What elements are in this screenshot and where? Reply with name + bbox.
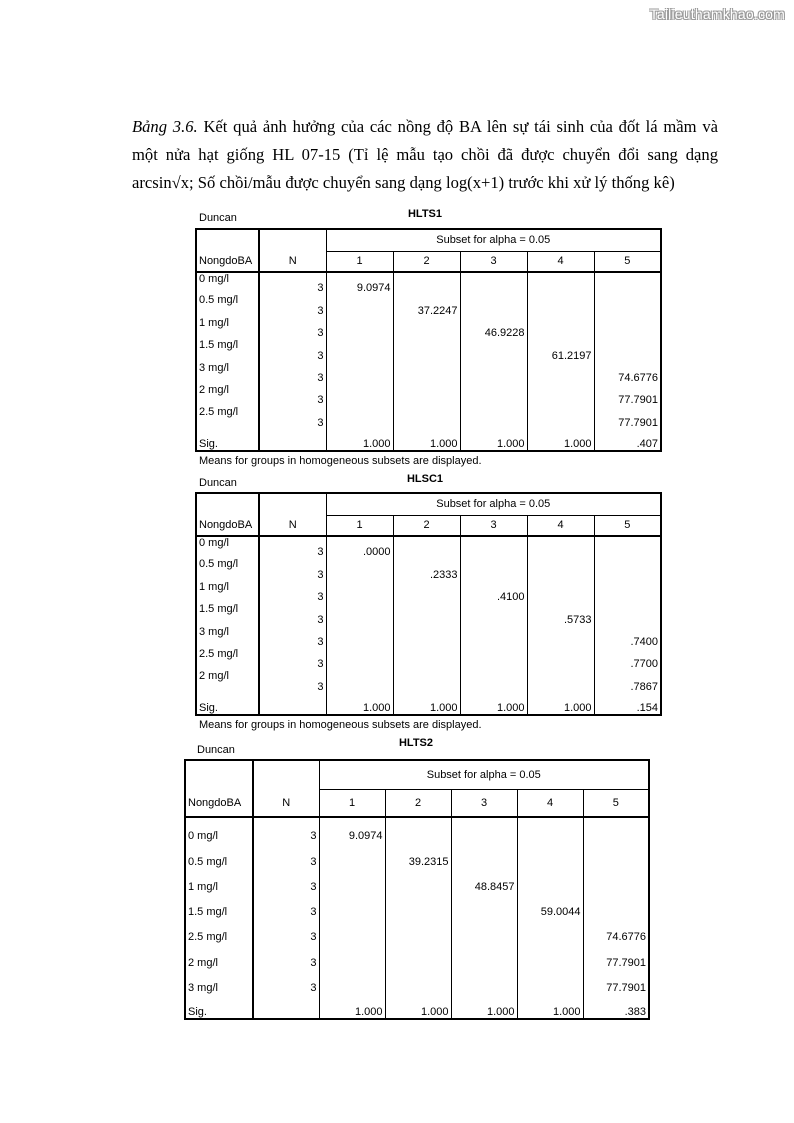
- method-label: Duncan: [197, 744, 235, 756]
- row-value: [517, 969, 583, 994]
- row-value: [460, 406, 527, 428]
- row-value: [385, 868, 451, 893]
- row-label: Sig.: [196, 429, 259, 451]
- row-value: [451, 817, 517, 842]
- row-n: 3: [253, 969, 319, 994]
- row-value: [451, 893, 517, 918]
- method-label: Duncan: [199, 212, 237, 224]
- row-n: 3: [259, 536, 326, 558]
- header-empty: [185, 760, 253, 789]
- row-value: [326, 603, 393, 625]
- row-n: [253, 994, 319, 1019]
- row-value: [393, 339, 460, 361]
- row-value: [594, 581, 661, 603]
- column-header-subset: 1: [326, 251, 393, 272]
- sig-row: [185, 994, 649, 1019]
- row-value: [451, 969, 517, 994]
- row-n: 3: [259, 294, 326, 316]
- row-value: .5733: [527, 603, 594, 625]
- row-value: [594, 317, 661, 339]
- row-value: [527, 272, 594, 294]
- row-value: [460, 536, 527, 558]
- row-label: 1.5 mg/l: [185, 893, 253, 918]
- duncan-table: [184, 759, 650, 1020]
- row-value: 1.000: [326, 429, 393, 451]
- method-label: Duncan: [199, 477, 237, 489]
- header-empty: [259, 229, 326, 251]
- row-value: [460, 603, 527, 625]
- row-value: [451, 943, 517, 968]
- row-n: 3: [259, 603, 326, 625]
- row-value: .407: [636, 438, 659, 451]
- row-value: [319, 893, 385, 918]
- row-label: 3 mg/l: [185, 969, 253, 994]
- row-value: .4100: [460, 581, 527, 603]
- row-value: [527, 670, 594, 692]
- column-header-n: N: [259, 251, 326, 272]
- row-n: 3: [259, 384, 326, 406]
- row-value: [460, 339, 527, 361]
- caption-label: Bảng 3.6.: [132, 117, 198, 136]
- row-value: 1.000: [527, 693, 594, 715]
- column-header-subset: 4: [517, 789, 583, 817]
- table-title: HLTS1: [407, 208, 443, 220]
- table-row: [196, 294, 661, 316]
- row-value: [594, 339, 661, 361]
- row-value: [527, 536, 594, 558]
- row-value: 77.7901: [606, 982, 647, 995]
- column-header-subset: 5: [594, 515, 661, 536]
- row-value: [326, 384, 393, 406]
- row-value: 46.9228: [460, 317, 527, 339]
- row-value: [393, 362, 460, 384]
- table-row: [196, 384, 661, 406]
- row-value: [527, 581, 594, 603]
- row-label: 2.5 mg/l: [196, 648, 259, 670]
- row-value: [583, 893, 649, 918]
- row-n: 3: [259, 670, 326, 692]
- row-value: [583, 817, 649, 842]
- row-value: [326, 626, 393, 648]
- row-value: [393, 648, 460, 670]
- duncan-table: [195, 492, 662, 716]
- column-header-subset: 3: [460, 251, 527, 272]
- column-header-subset: 2: [393, 251, 460, 272]
- row-n: 3: [259, 558, 326, 580]
- row-value: [460, 384, 527, 406]
- column-header-subset: 4: [527, 515, 594, 536]
- row-value: 1.000: [326, 693, 393, 715]
- table-title: HLTS2: [398, 737, 434, 749]
- header-row: [196, 251, 661, 272]
- row-label: 1.5 mg/l: [196, 603, 259, 625]
- table-row: [196, 317, 661, 339]
- subset-header: Subset for alpha = 0.05: [326, 493, 661, 515]
- table-row: [196, 603, 661, 625]
- row-n: 3: [259, 317, 326, 339]
- row-value: [326, 670, 393, 692]
- header-empty: [253, 760, 319, 789]
- row-value: [385, 893, 451, 918]
- row-value: [517, 868, 583, 893]
- table-row: [185, 943, 649, 968]
- header-empty: [196, 493, 259, 515]
- row-value: [385, 943, 451, 968]
- row-value: [460, 670, 527, 692]
- row-value: [460, 294, 527, 316]
- row-value: .154: [636, 702, 659, 715]
- table-row: [196, 339, 661, 361]
- row-n: 3: [259, 626, 326, 648]
- row-n: 3: [253, 842, 319, 867]
- row-value: .7867: [630, 680, 659, 693]
- row-value: 1.000: [385, 994, 451, 1019]
- row-value: [594, 558, 661, 580]
- row-value: 37.2247: [393, 294, 460, 316]
- column-header-subset: 2: [393, 515, 460, 536]
- row-n: 3: [259, 648, 326, 670]
- row-label: Sig.: [196, 693, 259, 715]
- row-value: [326, 317, 393, 339]
- column-header-subset: 3: [451, 789, 517, 817]
- row-n: 3: [253, 868, 319, 893]
- row-n: [259, 429, 326, 451]
- subset-header: Subset for alpha = 0.05: [326, 229, 661, 251]
- row-value: [594, 603, 661, 625]
- row-value: [460, 362, 527, 384]
- table-footnote: Means for groups in homogeneous subsets are displayed.: [199, 455, 482, 467]
- row-value: [594, 536, 661, 558]
- row-value: .383: [624, 1006, 647, 1019]
- row-label: 1 mg/l: [196, 317, 259, 339]
- row-value: 77.7901: [618, 394, 659, 407]
- table-row: [185, 918, 649, 943]
- row-label: 3 mg/l: [196, 362, 259, 384]
- header-row: [196, 515, 661, 536]
- table-row: [185, 842, 649, 867]
- column-header-subset: 1: [319, 789, 385, 817]
- row-value: [527, 317, 594, 339]
- row-value: [319, 918, 385, 943]
- row-value: [527, 558, 594, 580]
- table-footnote: Means for groups in homogeneous subsets are displayed.: [199, 719, 482, 731]
- table-row: [196, 626, 661, 648]
- row-value: 1.000: [393, 429, 460, 451]
- table-row: [185, 893, 649, 918]
- row-label: Sig.: [185, 994, 253, 1019]
- column-header-subset: 2: [385, 789, 451, 817]
- row-value: [393, 581, 460, 603]
- row-value: [393, 272, 460, 294]
- row-value: 1.000: [517, 994, 583, 1019]
- row-value: [326, 294, 393, 316]
- row-label: 1 mg/l: [185, 868, 253, 893]
- row-value: [460, 626, 527, 648]
- row-label: 1 mg/l: [196, 581, 259, 603]
- table-row: [196, 581, 661, 603]
- column-header-n: N: [253, 789, 319, 817]
- header-empty: [196, 229, 259, 251]
- row-value: .7400: [630, 635, 659, 648]
- row-value: [326, 581, 393, 603]
- row-value: [319, 868, 385, 893]
- caption-line-2: một nửa hạt giống HL 07-15 (Tỉ lệ mẫu tạo chồi đã được chuyển đổi sang dạng: [132, 145, 718, 164]
- row-value: [385, 918, 451, 943]
- row-value: [451, 918, 517, 943]
- sig-row: [196, 429, 661, 451]
- row-n: 3: [259, 581, 326, 603]
- row-value: 77.7901: [606, 956, 647, 969]
- row-value: [460, 272, 527, 294]
- row-n: 3: [253, 893, 319, 918]
- table-row: [196, 362, 661, 384]
- row-value: .2333: [393, 558, 460, 580]
- watermark: Tailieuthamkhao.com: [649, 6, 785, 22]
- row-value: [527, 294, 594, 316]
- row-value: [583, 842, 649, 867]
- column-header-group: NongdoBA: [196, 515, 259, 536]
- row-value: .0000: [326, 536, 393, 558]
- row-n: 3: [253, 817, 319, 842]
- duncan-table: [195, 228, 662, 452]
- row-value: 39.2315: [385, 842, 451, 867]
- row-value: [527, 362, 594, 384]
- row-value: 74.6776: [618, 371, 659, 384]
- column-header-subset: 4: [527, 251, 594, 272]
- table-row: [196, 648, 661, 670]
- row-value: [393, 626, 460, 648]
- row-value: [393, 317, 460, 339]
- row-value: 59.0044: [517, 893, 583, 918]
- row-value: [326, 558, 393, 580]
- row-n: 3: [259, 272, 326, 294]
- header-row: [196, 493, 661, 515]
- row-value: [517, 842, 583, 867]
- table-row: [185, 868, 649, 893]
- row-n: 3: [253, 943, 319, 968]
- row-value: 1.000: [527, 429, 594, 451]
- row-value: [326, 339, 393, 361]
- row-value: [385, 817, 451, 842]
- row-value: 9.0974: [326, 272, 393, 294]
- row-value: [451, 842, 517, 867]
- row-label: 0.5 mg/l: [196, 294, 259, 316]
- table-title: HLSC1: [406, 473, 444, 485]
- row-value: [517, 918, 583, 943]
- table-row: [196, 558, 661, 580]
- row-label: 0.5 mg/l: [185, 842, 253, 867]
- column-header-n: N: [259, 515, 326, 536]
- row-value: [583, 868, 649, 893]
- row-label: 3 mg/l: [196, 626, 259, 648]
- column-header-group: NongdoBA: [185, 789, 253, 817]
- row-value: 1.000: [460, 429, 527, 451]
- row-value: .7700: [630, 658, 659, 671]
- row-value: [594, 294, 661, 316]
- row-value: 1.000: [319, 994, 385, 1019]
- row-value: [319, 943, 385, 968]
- row-label: 0 mg/l: [185, 817, 253, 842]
- header-row: [185, 760, 649, 789]
- column-header-subset: 5: [594, 251, 661, 272]
- row-value: [319, 969, 385, 994]
- row-value: 1.000: [460, 693, 527, 715]
- caption-line-3: arcsin√x; Số chồi/mẫu được chuyển sang dạng log(x+1) trước khi xử lý thống kê): [132, 173, 675, 192]
- table-row: [196, 406, 661, 428]
- row-value: 1.000: [451, 994, 517, 1019]
- column-header-subset: 3: [460, 515, 527, 536]
- header-row: [185, 789, 649, 817]
- row-value: [326, 362, 393, 384]
- row-value: 48.8457: [451, 868, 517, 893]
- row-label: 1.5 mg/l: [196, 339, 259, 361]
- column-header-group: NongdoBA: [196, 251, 259, 272]
- row-n: [259, 693, 326, 715]
- row-value: 74.6776: [606, 931, 647, 944]
- table-caption: [132, 113, 718, 197]
- row-value: [393, 603, 460, 625]
- row-n: 3: [259, 339, 326, 361]
- table-row: [196, 536, 661, 558]
- row-value: [527, 384, 594, 406]
- row-value: [393, 670, 460, 692]
- row-n: 3: [253, 918, 319, 943]
- row-label: 2 mg/l: [185, 943, 253, 968]
- row-value: [460, 648, 527, 670]
- row-n: 3: [259, 362, 326, 384]
- column-header-subset: 5: [583, 789, 649, 817]
- row-label: 0 mg/l: [196, 536, 259, 558]
- row-value: [385, 969, 451, 994]
- header-row: [196, 229, 661, 251]
- row-value: 1.000: [393, 693, 460, 715]
- row-value: [527, 648, 594, 670]
- sig-row: [196, 693, 661, 715]
- row-n: 3: [259, 406, 326, 428]
- row-value: [319, 842, 385, 867]
- row-value: [393, 384, 460, 406]
- row-value: [460, 558, 527, 580]
- table-row: [185, 969, 649, 994]
- row-value: [527, 626, 594, 648]
- row-value: [326, 648, 393, 670]
- table-row: [185, 817, 649, 842]
- row-value: [517, 817, 583, 842]
- row-label: 2 mg/l: [196, 670, 259, 692]
- row-value: 61.2197: [527, 339, 594, 361]
- column-header-subset: 1: [326, 515, 393, 536]
- header-empty: [259, 493, 326, 515]
- row-label: 0 mg/l: [196, 272, 259, 294]
- row-value: [393, 536, 460, 558]
- row-value: [594, 272, 661, 294]
- row-value: [517, 943, 583, 968]
- row-value: [527, 406, 594, 428]
- row-label: 2.5 mg/l: [185, 918, 253, 943]
- row-value: 77.7901: [618, 416, 659, 429]
- row-label: 2 mg/l: [196, 384, 259, 406]
- caption-line-1: Bảng 3.6. Kết quả ảnh hưởng của các nồng độ BA lên sự tái sinh của đốt lá mầm và: [132, 117, 718, 136]
- row-label: 0.5 mg/l: [196, 558, 259, 580]
- row-value: [393, 406, 460, 428]
- subset-header: Subset for alpha = 0.05: [319, 760, 649, 789]
- table-row: [196, 670, 661, 692]
- row-label: 2.5 mg/l: [196, 406, 259, 428]
- row-value: 9.0974: [319, 817, 385, 842]
- table-row: [196, 272, 661, 294]
- row-value: [326, 406, 393, 428]
